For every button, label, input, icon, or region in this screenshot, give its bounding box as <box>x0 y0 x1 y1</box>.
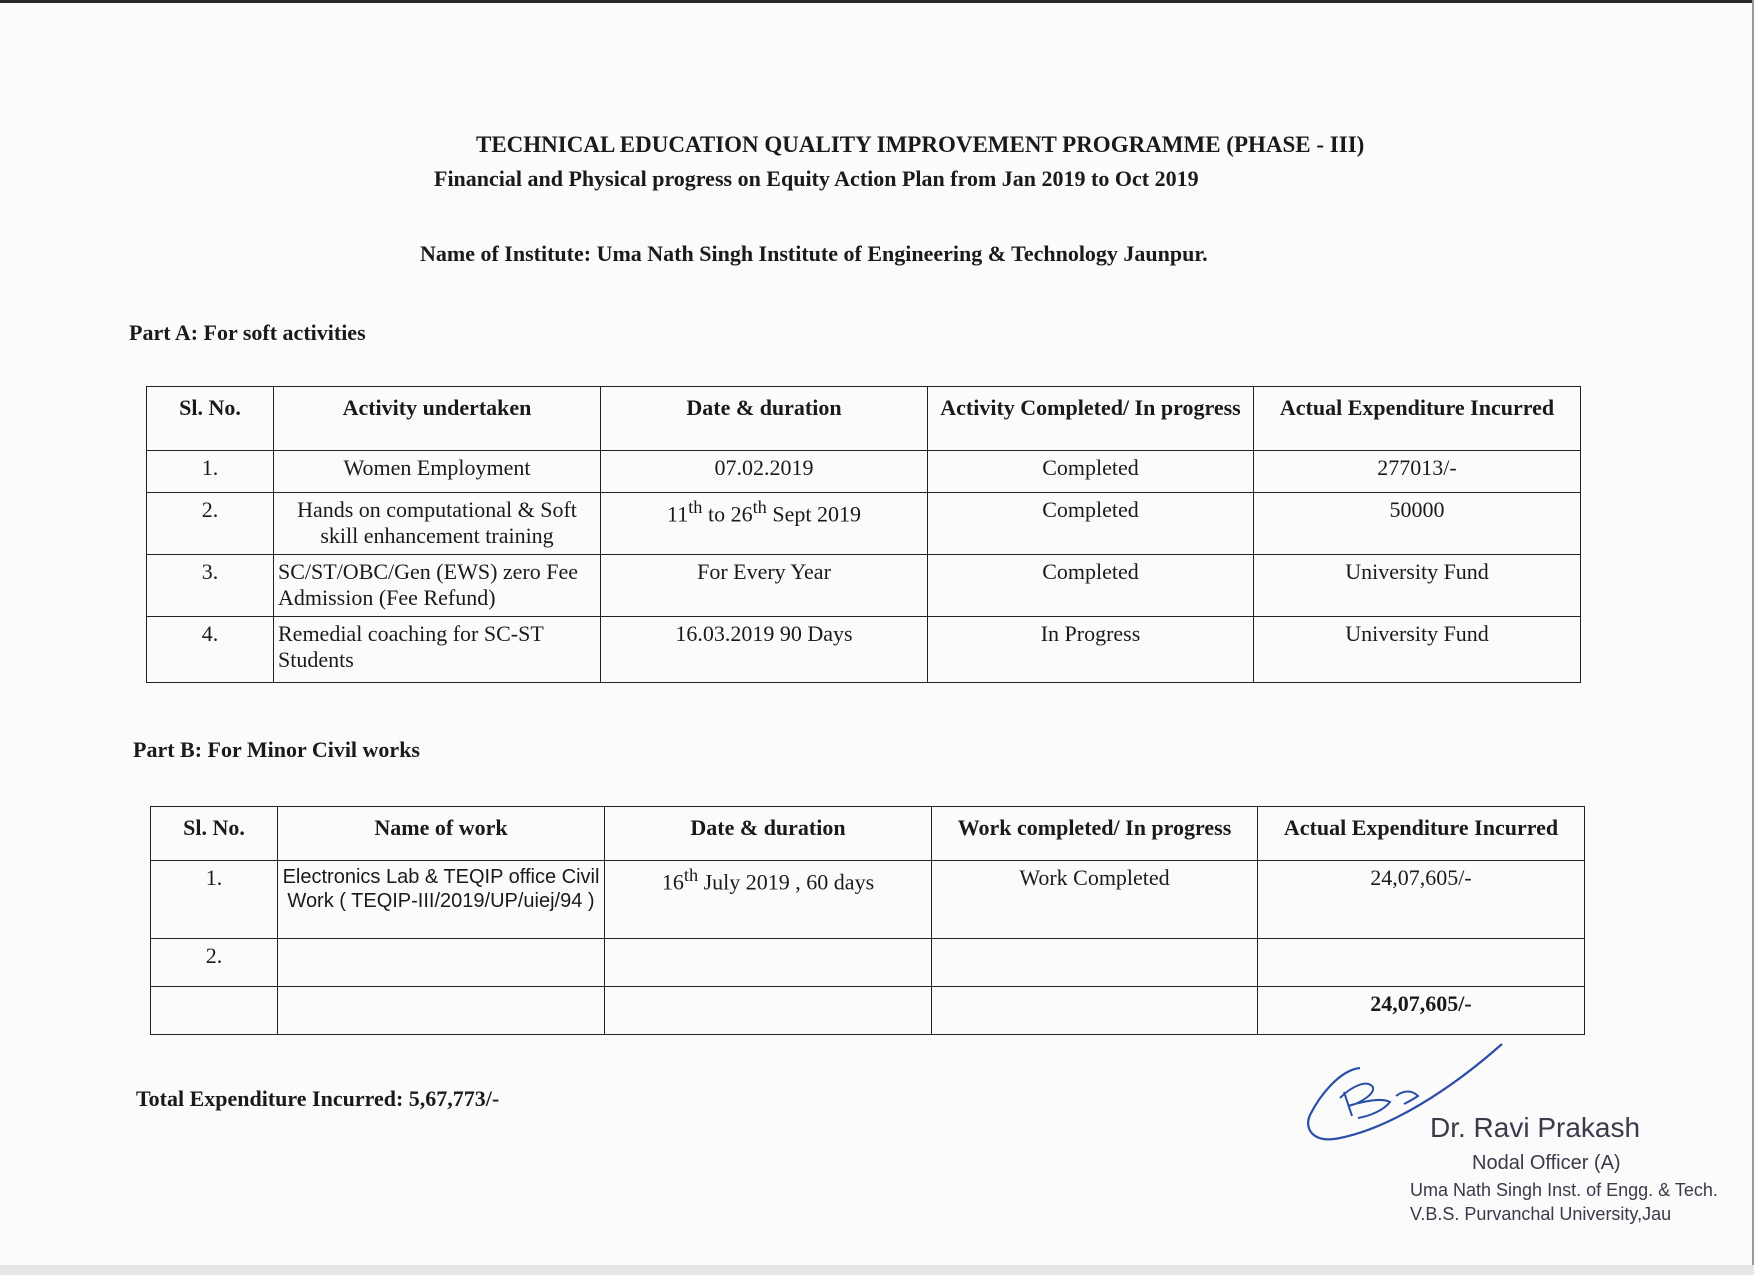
date-text: 11 <box>667 501 689 527</box>
table-row <box>147 493 1581 555</box>
date-text: 16 <box>661 869 684 895</box>
part-b-table <box>150 806 1585 1035</box>
document-title: TECHNICAL EDUCATION QUALITY IMPROVEMENT PROGRAMME (PHASE - III) <box>476 132 1365 157</box>
top-border <box>0 0 1754 3</box>
header-status: Activity Completed/ In progress <box>928 387 1254 451</box>
cell-expenditure: 24,07,605/- <box>1258 861 1585 939</box>
page-bottom-edge <box>0 1265 1754 1275</box>
document-subtitle: Financial and Physical progress on Equity Action Plan from Jan 2019 to Oct 2019 <box>434 166 1199 191</box>
table-header-row <box>151 807 1585 861</box>
date-superscript: th <box>688 497 703 517</box>
cell-expenditure: University Fund <box>1254 554 1581 616</box>
part-a-table <box>146 386 1581 683</box>
header-expenditure: Actual Expenditure Incurred <box>1258 807 1585 861</box>
signature-block <box>1300 1040 1720 1240</box>
cell-status <box>932 987 1258 1035</box>
header-expenditure: Actual Expenditure Incurred <box>1254 387 1581 451</box>
table-row <box>147 554 1581 616</box>
cell-sl: 1. <box>147 451 274 493</box>
cell-sl: 4. <box>147 616 274 682</box>
cell-sl: 2. <box>151 939 278 987</box>
signature-stroke <box>1344 1092 1352 1116</box>
cell-expenditure: 50000 <box>1254 493 1581 555</box>
cell-date <box>605 861 932 939</box>
header-sl-no: Sl. No. <box>151 807 278 861</box>
table-row <box>147 451 1581 493</box>
header-status: Work completed/ In progress <box>932 807 1258 861</box>
total-expenditure: Total Expenditure Incurred: 5,67,773/- <box>136 1086 500 1111</box>
date-text: July 2019 , 60 days <box>698 869 875 895</box>
cell-sl: 1. <box>151 861 278 939</box>
signatory-institute-line2: V.B.S. Purvanchal University,Jau <box>1410 1204 1672 1224</box>
signatory-designation: Nodal Officer (A) <box>1472 1152 1621 1174</box>
cell-expenditure: 277013/- <box>1254 451 1581 493</box>
table-total-row <box>151 987 1585 1035</box>
header-date: Date & duration <box>605 807 932 861</box>
cell-expenditure: University Fund <box>1254 616 1581 682</box>
signatory-name: Dr. Ravi Prakash <box>1430 1112 1641 1143</box>
cell-status: Work Completed <box>932 861 1258 939</box>
cell-sl <box>151 987 278 1035</box>
cell-name-of-work: Electronics Lab & TEQIP office Civil Work ( TEQIP-III/2019/UP/uiej/94 ) <box>278 861 605 939</box>
cell-date: 07.02.2019 <box>601 451 928 493</box>
cell-sl: 2. <box>147 493 274 555</box>
date-superscript: th <box>752 497 767 517</box>
cell-activity: Remedial coaching for SC-ST Students <box>274 616 601 682</box>
cell-date <box>605 987 932 1035</box>
cell-activity: Hands on computational & Soft skill enhancement training <box>274 493 601 555</box>
header-date: Date & duration <box>601 387 928 451</box>
header-activity: Activity undertaken <box>274 387 601 451</box>
part-b-heading: Part B: For Minor Civil works <box>133 737 420 762</box>
cell-name-of-work <box>278 987 605 1035</box>
part-a-heading: Part A: For soft activities <box>129 320 366 345</box>
table-row <box>147 616 1581 682</box>
cell-date: For Every Year <box>601 554 928 616</box>
cell-date <box>601 493 928 555</box>
table-row <box>151 861 1585 939</box>
cell-status: Completed <box>928 554 1254 616</box>
cell-total-expenditure: 24,07,605/- <box>1258 987 1585 1035</box>
header-sl-no: Sl. No. <box>147 387 274 451</box>
table-header-row <box>147 387 1581 451</box>
cell-status <box>932 939 1258 987</box>
signature-stroke <box>1396 1092 1418 1105</box>
cell-sl: 3. <box>147 554 274 616</box>
date-text: to 26 <box>702 501 753 527</box>
cell-status: Completed <box>928 451 1254 493</box>
date-text: Sept 2019 <box>766 501 861 527</box>
table-row <box>151 939 1585 987</box>
cell-status: Completed <box>928 493 1254 555</box>
cell-status: In Progress <box>928 616 1254 682</box>
cell-activity: Women Employment <box>274 451 601 493</box>
cell-date <box>605 939 932 987</box>
date-superscript: th <box>683 865 699 885</box>
cell-name-of-work <box>278 939 605 987</box>
signatory-institute-line1: Uma Nath Singh Inst. of Engg. & Tech. <box>1410 1180 1718 1200</box>
cell-date: 16.03.2019 90 Days <box>601 616 928 682</box>
cell-activity: SC/ST/OBC/Gen (EWS) zero Fee Admission (Fee Refund) <box>274 554 601 616</box>
header-name-of-work: Name of work <box>278 807 605 861</box>
cell-expenditure <box>1258 939 1585 987</box>
institute-name: Name of Institute: Uma Nath Singh Institute of Engineering & Technology Jaunpur. <box>420 241 1208 266</box>
